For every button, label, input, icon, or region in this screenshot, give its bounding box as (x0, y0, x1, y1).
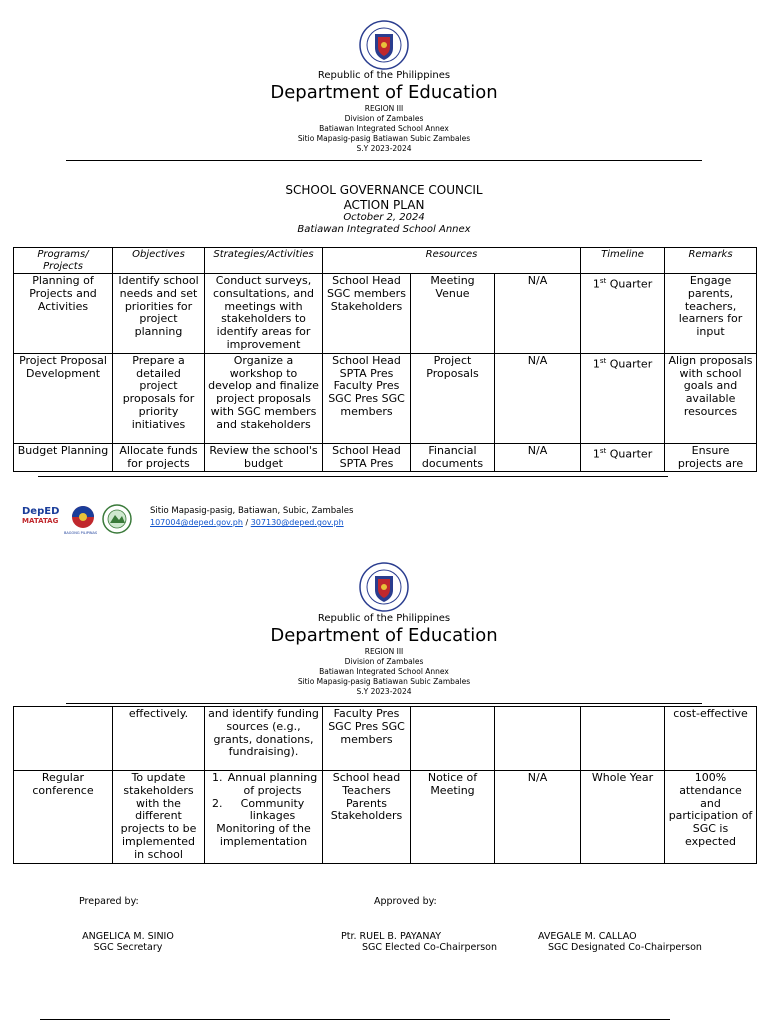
table-header-row (14, 248, 757, 274)
header-department: Department of Education (270, 625, 498, 646)
strategy-item: 1. Annual planning of projects (226, 772, 319, 798)
header-objectives: Objectives (113, 248, 205, 274)
cell-objective: effectively. (113, 707, 205, 771)
cell-remarks: Ensure projects are (665, 443, 757, 472)
cell-timeline (581, 707, 665, 771)
table-row (14, 353, 757, 443)
strategy-list (208, 772, 319, 823)
header-region: REGION III (364, 647, 404, 656)
strategy-item: 2. Community linkages (226, 798, 319, 824)
action-plan-table (13, 247, 757, 472)
deped-seal-icon (359, 562, 409, 612)
header-school: Batiawan Integrated School Annex (319, 124, 449, 133)
cell-remarks: 100% attendance and participation of SGC is expected (665, 771, 757, 864)
header-divider (66, 160, 702, 161)
cell-remarks: cost-effective (665, 707, 757, 771)
cell-program: Budget Planning (14, 443, 113, 472)
cell-remarks: Align proposals with school goals and available resources (665, 353, 757, 443)
header-divider (66, 703, 702, 704)
cell-people: School head Teachers Parents Stakeholders (323, 771, 411, 864)
cell-objective: Allocate funds for projects (113, 443, 205, 472)
cell-people: School Head SPTA Pres (323, 443, 411, 472)
cell-people: School Head SGC members Stakeholders (323, 274, 411, 354)
approver1-name: Ptr. RUEL B. PAYANAY (341, 931, 442, 942)
cell-people: School Head SPTA Pres Faculty Pres SGC Pres SGC members (323, 353, 411, 443)
cell-objective: To update stakeholders with the different projects to be implemented in school (113, 771, 205, 864)
bottom-divider (40, 1019, 670, 1020)
cell-materials: Financial documents (411, 443, 495, 472)
cell-materials: Meeting Venue (411, 274, 495, 354)
approver1-role: SGC Elected Co-Chairperson (362, 942, 498, 953)
cell-strategy: Conduct surveys, consultations, and meetings with stakeholders to identify areas for improvement (205, 274, 323, 354)
table-row (14, 274, 757, 354)
header-school-year: S.Y 2023-2024 (356, 144, 412, 153)
cell-strategy: and identify funding sources (e.g., grants, donations, fundraising). (205, 707, 323, 771)
cell-materials: Project Proposals (411, 353, 495, 443)
cell-strategy (205, 771, 323, 864)
cell-people: Faculty Pres SGC Pres SGC members (323, 707, 411, 771)
header-resources: Resources (323, 248, 581, 274)
preparer-role: SGC Secretary (93, 942, 163, 953)
cell-objective: Prepare a detailed project proposals for priority initiatives (113, 353, 205, 443)
cell-timeline: 1st Quarter (581, 274, 665, 354)
header-school: Batiawan Integrated School Annex (319, 667, 449, 676)
approved-by-label: Approved by: (374, 896, 437, 907)
email-link-2[interactable]: 307130@deped.gov.ph (250, 518, 344, 527)
strategy-tail: Monitoring of the implementation (216, 822, 311, 848)
footer-divider (38, 476, 668, 477)
header-division: Division of Zambales (344, 114, 424, 123)
prepared-by-label: Prepared by: (79, 896, 139, 907)
header-address: Sitio Mapasig-pasig Batiawan Subic Zambales (297, 677, 471, 686)
header-region: REGION III (364, 104, 404, 113)
cell-budget: N/A (495, 274, 581, 354)
cell-remarks: Engage parents, teachers, learners for input (665, 274, 757, 354)
cell-budget: N/A (495, 443, 581, 472)
bagong-pilipinas-icon (68, 504, 98, 534)
school-logo-icon (102, 504, 132, 534)
cell-budget: N/A (495, 353, 581, 443)
header-department: Department of Education (270, 82, 498, 103)
header-republic: Republic of the Philippines (317, 613, 451, 624)
action-plan-table-continued (13, 706, 757, 864)
email-separator: / (242, 518, 251, 527)
header-republic: Republic of the Philippines (317, 70, 451, 81)
header-remarks: Remarks (665, 248, 757, 274)
cell-budget (495, 707, 581, 771)
header-address: Sitio Mapasig-pasig Batiawan Subic Zambales (297, 134, 471, 143)
cell-strategy: Review the school's budget (205, 443, 323, 472)
header-school-year: S.Y 2023-2024 (356, 687, 412, 696)
cell-program: Project Proposal Development (14, 353, 113, 443)
approver2-role: SGC Designated Co-Chairperson (548, 942, 702, 953)
plan-date: October 2, 2024 (343, 212, 425, 223)
approver2-name: AVEGALE M. CALLAO (538, 931, 637, 942)
bagong-pilipinas-text: BAGONG PILIPINAS (64, 531, 98, 535)
table-row (14, 443, 757, 472)
plan-council: SCHOOL GOVERNANCE COUNCIL (285, 183, 483, 197)
header-programs: Programs/ Projects (14, 248, 113, 274)
cell-program: Planning of Projects and Activities (14, 274, 113, 354)
footer-contacts (150, 518, 344, 527)
cell-timeline: 1st Quarter (581, 353, 665, 443)
header-timeline: Timeline (581, 248, 665, 274)
cell-program: Regular conference (14, 771, 113, 864)
preparer-name: ANGELICA M. SINIO (82, 931, 174, 942)
cell-budget: N/A (495, 771, 581, 864)
table-row (14, 707, 757, 771)
cell-materials: Notice of Meeting (411, 771, 495, 864)
plan-school: Batiawan Integrated School Annex (297, 224, 471, 235)
cell-materials (411, 707, 495, 771)
cell-timeline: Whole Year (581, 771, 665, 864)
footer-address: Sitio Mapasig-pasig, Batiawan, Subic, Zambales (150, 506, 354, 516)
header-division: Division of Zambales (344, 657, 424, 666)
cell-objective: Identify school needs and set priorities for project planning (113, 274, 205, 354)
cell-timeline: 1st Quarter (581, 443, 665, 472)
deped-seal-icon (359, 20, 409, 70)
header-strategies: Strategies/Activities (205, 248, 323, 274)
email-link-1[interactable]: 107004@deped.gov.ph (150, 518, 243, 527)
matatag-logo-text: MATATAG (22, 517, 59, 525)
table-row (14, 771, 757, 864)
deped-logo-text: DepED (22, 506, 60, 517)
cell-strategy: Organize a workshop to develop and finalize project proposals with SGC members and stakeholders (205, 353, 323, 443)
deped-matatag-logo (22, 506, 62, 536)
cell-program (14, 707, 113, 771)
plan-title: ACTION PLAN (343, 198, 425, 212)
